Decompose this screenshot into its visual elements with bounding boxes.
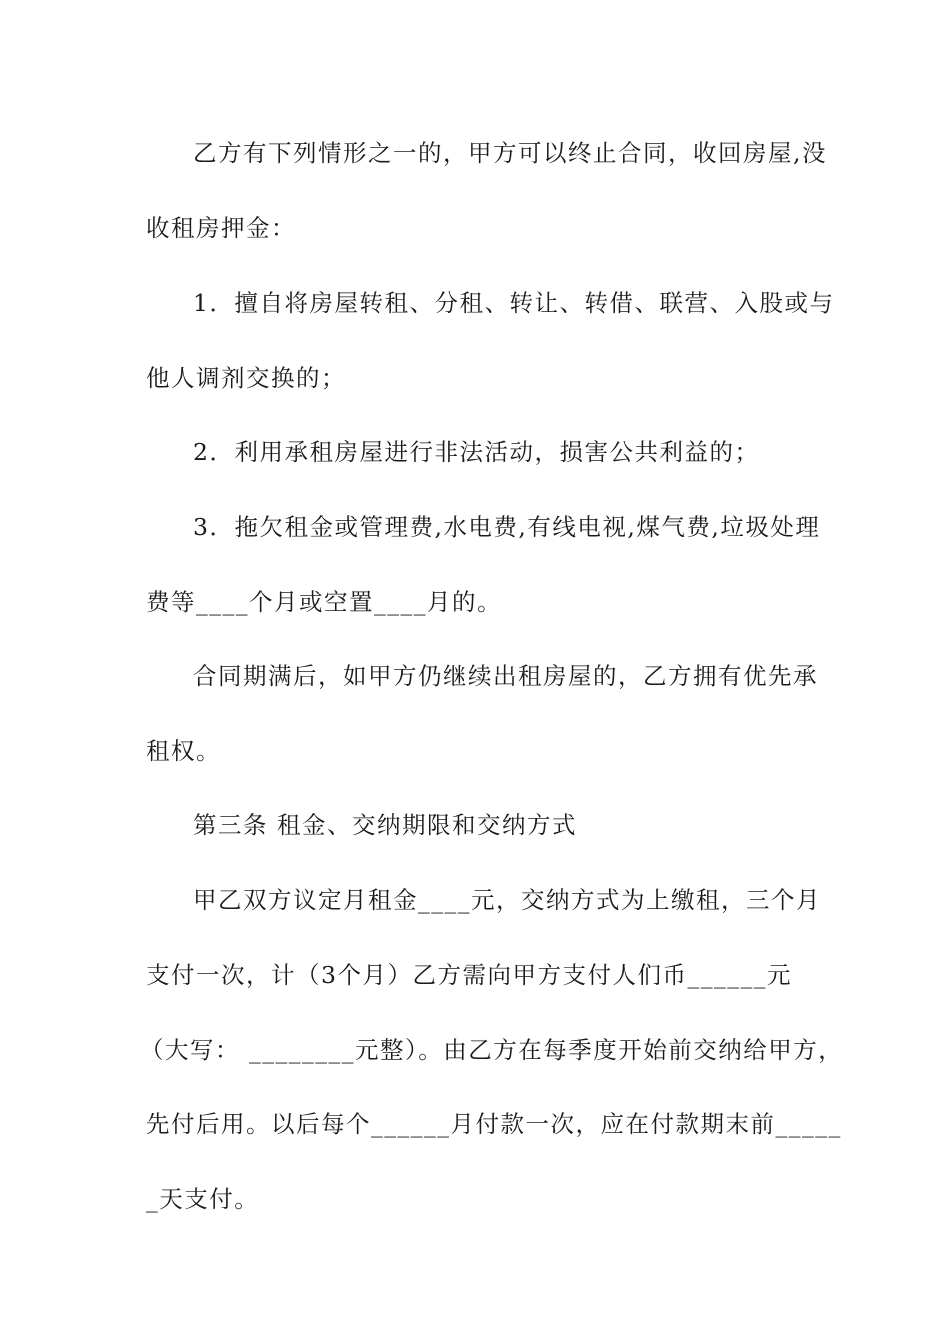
text-line: 2．利用承租房屋进行非法活动，损害公共利益的；	[193, 438, 760, 466]
text-line: 合同期满后，如甲方仍继续出租房屋的，乙方拥有优先承	[193, 662, 818, 690]
text-line: 乙方有下列情形之一的，甲方可以终止合同，收回房屋,没	[193, 139, 827, 167]
text-line: 租权。	[146, 737, 221, 765]
section-heading: 第三条 租金、交纳期限和交纳方式	[193, 811, 577, 839]
text-line: _天支付。	[146, 1185, 260, 1213]
text-line: 甲乙双方议定月租金____元，交纳方式为上缴租，三个月	[193, 886, 821, 914]
text-line: （大写： ________元整）。由乙方在每季度开始前交纳给甲方，	[140, 1036, 844, 1064]
text-line: 收租房押金：	[146, 214, 296, 242]
text-line: 1．擅自将房屋转租、分租、转让、转借、联营、入股或与	[193, 289, 835, 317]
text-line: 3．拖欠租金或管理费,水电费,有线电视,煤气费,垃圾处理	[193, 513, 821, 541]
text-line: 支付一次，计（3个月）乙方需向甲方支付人们币______元	[146, 961, 792, 989]
text-line: 费等____个月或空置____月的。	[146, 588, 502, 616]
text-line: 他人调剂交换的；	[146, 364, 346, 392]
text-line: 先付后用。以后每个______月付款一次，应在付款期末前_____	[146, 1110, 842, 1138]
